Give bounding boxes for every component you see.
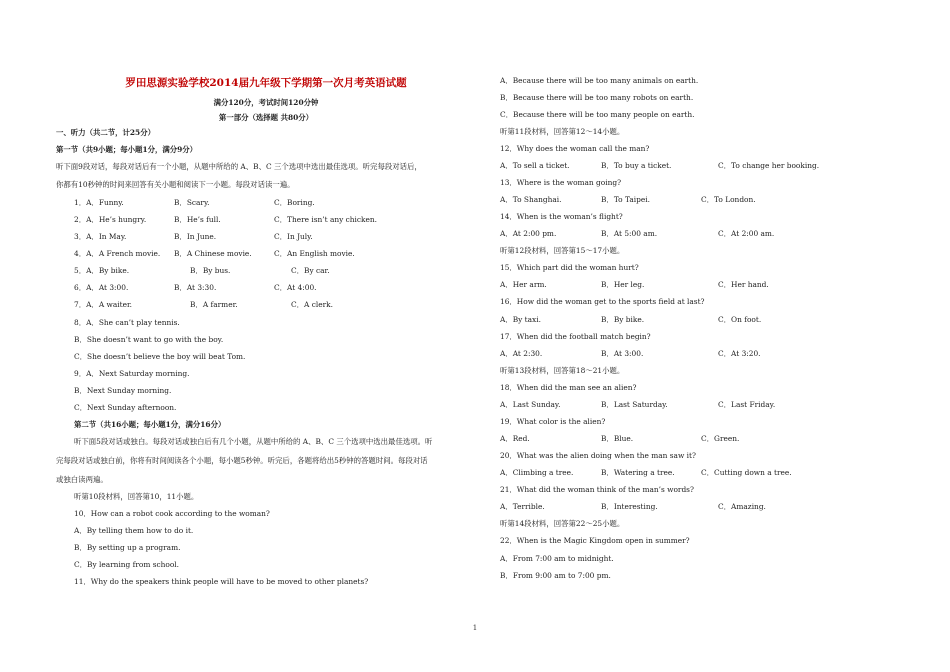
question-option: B．By bus. [190,266,231,275]
exam-title: 罗田思源实验学校2014届九年级下学期第一次月考英语试题 [125,77,407,89]
section-listening: 一、听力（共二节，计25分） [56,128,155,137]
instructions-line: 你都有10秒钟的时间来回答有关小题和阅读下一小题。每段对话读一遍。 [56,180,295,189]
question-stem: 17．When did the football match begin? [500,332,651,341]
question-option: C．To change her booking. [718,161,820,170]
question-option: 9．A．Next Saturday morning. [74,369,190,378]
question-stem: 12．Why does the woman call the man? [500,144,650,153]
question-option: A．Last Sunday. [500,400,561,409]
instructions-line: 或独白读两遍。 [56,475,108,484]
question-option: 2．A．He’s hungry. [74,215,147,224]
question-option: C．Her hand. [718,280,769,289]
question-stem: 11．Why do the speakers think people will have to be moved to other planets? [74,577,369,586]
question-option: A．Red. [500,434,530,443]
question-option: C．An English movie. [274,249,355,258]
material-note: 听第10段材料，回答第10，11小题。 [74,492,199,501]
question-option: C．Amazing. [718,502,766,511]
question-option: 4．A．A French movie. [74,249,161,258]
question-option: A．By telling them how to do it. [74,526,194,535]
question-option: B．Interesting. [601,502,658,511]
question-option: A．At 2:30. [500,349,543,358]
question-option: B．Watering a tree. [601,468,675,477]
question-option: B．At 5:00 am. [601,229,658,238]
instructions-line: 听下面5段对话或独白。每段对话或独白后有几个小题，从题中所给的 A、B、C 三个选项中选出最佳选项。听 [74,437,433,446]
question-option: 6．A．At 3:00. [74,283,129,292]
instructions-line: 完每段对话或独白前，你将有时间阅读各个小题，每小题5秒钟。听完后，各题将给出5秒钟的答题时间。每段对话 [56,456,428,465]
question-stem: 14．When is the woman’s flight? [500,212,623,221]
question-option: C．Last Friday. [718,400,776,409]
question-stem: 21．What did the woman think of the man’s words? [500,485,694,494]
question-option: C．At 2:00 am. [718,229,775,238]
question-option: B．At 3:00. [601,349,644,358]
question-stem: 19．What color is the alien? [500,417,606,426]
question-option: C．By learning from school. [74,560,180,569]
question-option: B．A Chinese movie. [174,249,252,258]
question-option: C．A clerk. [291,300,333,309]
question-option: B．By setting up a program. [74,543,181,552]
question-stem: 13．Where is the woman going? [500,178,622,187]
question-option: C．At 3:20. [718,349,761,358]
question-option: B．From 9:00 am to 7:00 pm. [500,571,611,580]
question-option: A．Terrible. [500,502,545,511]
question-option: B．Last Saturday. [601,400,668,409]
part-one-heading: 第一部分（选择题 共80分） [218,113,314,122]
question-option: A．Because there will be too many animals on earth. [500,76,699,85]
question-option: B．Because there will be too many robots on earth. [500,93,694,102]
material-note: 听第12段材料，回答第15～17小题。 [500,246,625,255]
question-option: B．To Taipei. [601,195,650,204]
question-option: A．To Shanghai. [500,195,562,204]
question-stem: 16．How did the woman get to the sports field at last? [500,297,705,306]
section-one-heading: 第一节（共9小题；每小题1分，满分9分） [56,145,198,154]
question-option: B．To buy a ticket. [601,161,672,170]
question-option: C．By car. [291,266,330,275]
section-two-heading: 第二节（共16小题；每小题1分，满分16分） [74,420,226,429]
material-note: 听第14段材料，回答第22～25小题。 [500,519,625,528]
question-option: 1．A．Funny. [74,198,124,207]
question-option: B．She doesn’t want to go with the boy. [74,335,224,344]
question-option: C．To London. [701,195,756,204]
question-option: A．By taxi. [500,315,541,324]
question-option: B．He’s full. [174,215,221,224]
instructions-line: 听下面9段对话，每段对话后有一个小题，从题中所给的 A、B、C 三个选项中选出最佳选项。听完每段对话后， [56,162,422,171]
question-option: C．Next Sunday afternoon. [74,403,177,412]
question-option: C．Green. [701,434,740,443]
question-option: C．She doesn’t believe the boy will beat Tom. [74,352,246,361]
score-time-line: 满分120分，考试时间120分钟 [213,98,319,107]
question-option: C．On foot. [718,315,762,324]
question-stem: 20．What was the alien doing when the man saw it? [500,451,696,460]
question-option: 3．A．In May. [74,232,127,241]
question-option: C．Because there will be too many people on earth. [500,110,695,119]
question-option: B．A farmer. [190,300,238,309]
page-number: 1 [472,624,478,632]
question-option: B．In June. [174,232,217,241]
question-option: A．To sell a ticket. [500,161,570,170]
material-note: 听第13段材料，回答第18～21小题。 [500,366,625,375]
question-option: B．Blue. [601,434,634,443]
material-note: 听第11段材料，回答第12～14小题。 [500,127,625,136]
question-stem: 15．Which part did the woman hurt? [500,263,639,272]
question-stem: 10．How can a robot cook according to the woman? [74,509,270,518]
question-option: C．In July. [274,232,313,241]
question-option: C．Boring. [274,198,315,207]
question-option: B．By bike. [601,315,645,324]
question-option: C．Cutting down a tree. [701,468,792,477]
question-option: A．Climbing a tree. [500,468,574,477]
question-option: B．At 3:30. [174,283,217,292]
question-option: 5．A．By bike. [74,266,130,275]
question-option: A．At 2:00 pm. [500,229,557,238]
question-stem: 22．When is the Magic Kingdom open in summer? [500,536,690,545]
question-option: B．Scary. [174,198,210,207]
question-option: A．Her arm. [500,280,547,289]
question-option: 8．A．She can’t play tennis. [74,318,180,327]
question-option: A．From 7:00 am to midnight. [500,554,614,563]
question-option: C．At 4:00. [274,283,317,292]
question-option: B．Next Sunday morning. [74,386,172,395]
question-option: 7．A．A waiter. [74,300,133,309]
question-option: B．Her leg. [601,280,645,289]
question-stem: 18．When did the man see an alien? [500,383,637,392]
question-option: C．There isn’t any chicken. [274,215,378,224]
